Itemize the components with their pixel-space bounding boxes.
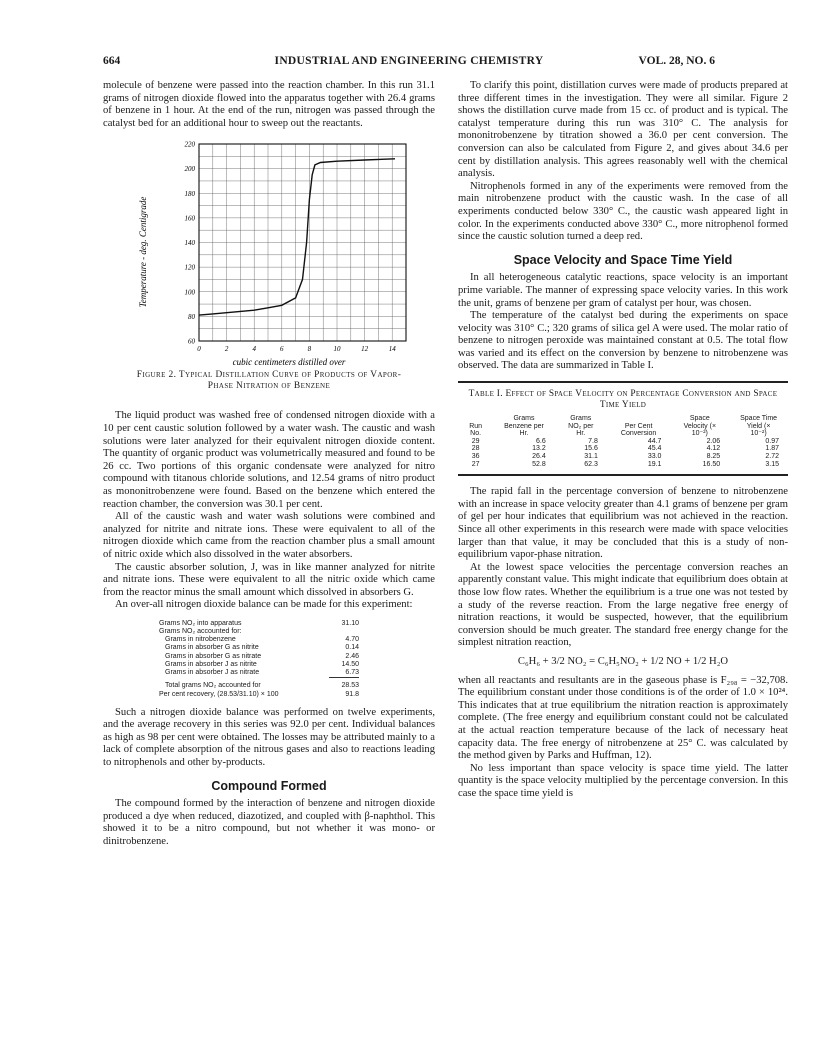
- paragraph: The liquid product was washed free of condensed nitrogen dioxide with a 10 per cent caustic solution followed by a water wash. The caustic and wash solutions were later analyzed for their equivalent nitrogen dioxide content. The quantity of organic product was volumetrically measured and found to be 26 cc. Two portions of this organic condensate were analyzed for nitro compound with titanous chloride solutions, and 12.54 grams of nitro product as mononitrobenzene were found. Based on the benzene which entered the reaction chamber, the conversion was 30.1 per cent.: [103, 410, 435, 510]
- y-tick-label: 140: [184, 239, 195, 248]
- y-tick-label: 220: [184, 140, 195, 149]
- table-row: 29 6.6 7.8 44.7 2.06 0.97: [471, 437, 779, 445]
- paragraph: In all heterogeneous catalytic reactions, space velocity is an important prime variable. The manner of expressing space velocity varies. In this work the unit, grams of benzene per gram of catalyst per hour, was chosen.: [458, 272, 788, 309]
- paragraph: The temperature of the catalyst bed during the experiments on space velocity was 310° C.; 320 grams of silica gel A were used. The molar ratio of benzene to nitrogen peroxide was maintained constant at 0.5. The total flow was varied and its effect on the conversion by benzene to nitrobenzene was observed. The data are summarized in Table I.: [458, 310, 788, 372]
- paragraph: At the lowest space velocities the percentage conversion reaches an apparently constant value. This might indicate that equilibrium does obtain at those low flow rates. Whether the equilibrium is a true one was not tested by a study of the reverse reaction. From the large negative free energy of nitration reactions, it would be suspected, however, that the equilibrium conversion should be much greater. The standard free energy change for the simplest nitration reaction,: [458, 561, 788, 649]
- figure-caption: Figure 2. Typical Distillation Curve of Products of Vapor-Phase Nitration of Benzene: [136, 370, 402, 392]
- paragraph: molecule of benzene were passed into the reaction chamber. In this run 31.1 grams of nitrogen dioxide flowed into the apparatus together with 26.4 grams of benzene in 1 hour. At the end of the run, nitrogen was passed through the catalyst bed for an additional hour to sweep out the reactants.: [103, 80, 435, 129]
- right-column: [458, 80, 788, 800]
- y-axis-label: Temperature - deg. Centigrade: [138, 196, 148, 308]
- table-row: 36 26.4 31.1 33.0 8.25 2.72: [471, 453, 779, 461]
- section-heading: Compound Formed: [211, 778, 327, 793]
- paragraph: The rapid fall in the percentage conversion of benzene to nitrobenzene with an increase in space velocity greater than 4.1 grams of benzene per gram of gel per hour indicates that equilibrium was not achieved in the reaction. Since all other experiments in this research were made with space velocities larger than that value, it may be concluded that this is a study of non-equilibrium vapor-phase nitration.: [458, 486, 788, 561]
- y-tick-label: 160: [184, 214, 195, 223]
- table-title: Table I. Effect of Space Velocity on Percentage Conversion and Space Time Yield: [468, 389, 778, 411]
- x-tick-label: 8: [307, 345, 312, 354]
- paragraph: Nitrophenols formed in any of the experiments were removed from the main nitrobenzene product with the caustic wash. In the case of all experiments conducted below 330° C., the caustic wash appeared light in color. In the experiments conducted above 330° C., more nitrophenol formed since the caustic solution turned a deep red.: [458, 180, 788, 243]
- data-table: [458, 415, 788, 468]
- x-tick-label: 12: [361, 345, 369, 354]
- x-tick-label: 4: [252, 345, 256, 354]
- x-tick-label: 14: [388, 345, 396, 354]
- paragraph: All of the caustic wash and water wash solutions were combined and analyzed for nitrite and nitrate ions. These were equivalent to all of the nitrogen dioxide which came from the reaction chamber plus a small amount of nitric oxide which also dissolved in the water absorbers.: [103, 511, 435, 560]
- section-heading: Space Velocity and Space Time Yield: [513, 252, 733, 267]
- journal-title: INDUSTRIAL AND ENGINEERING CHEMISTRY: [274, 55, 544, 67]
- left-column: [103, 80, 435, 849]
- table-header-row: [458, 415, 788, 438]
- column-header: Per Cent Conversion: [620, 422, 657, 438]
- x-tick-label: 10: [333, 345, 341, 354]
- paragraph: The caustic absorber solution, J, was in like manner analyzed for nitrite and nitrate ions. These were equivalent to all the nitric oxide which came from the reactor minus the small amount which dissolved in absorbers G.: [103, 561, 435, 598]
- running-header: [103, 55, 715, 71]
- balance-row: Grams in absorber G as nitrite 0.14: [165, 644, 359, 652]
- column-header: Grams NO₂ per Hr.: [568, 415, 594, 438]
- x-tick-label: 0: [197, 345, 201, 354]
- figure-2: [103, 136, 435, 392]
- column-header: Space Velocity (× 10⁻²): [683, 415, 717, 438]
- balance-row: Grams in absorber G as nitrate 2.46: [165, 652, 359, 660]
- x-tick-label: 6: [280, 345, 284, 354]
- page-number: 664: [103, 55, 121, 67]
- balance-recovery: Per cent recovery, (28.53/31.10) × 100 91.8: [159, 690, 359, 698]
- balance-row: Grams in nitrobenzene 4.70: [165, 636, 359, 644]
- paragraph: To clarify this point, distillation curves were made of products prepared at three different times in the investigation. They were all similar. Figure 2 shows the distillation curve made from 15 cc. of product and is typical. The catalyst temperature during this run was 310° C. The analysis for mononitrobenzene by titration showed a 36.0 per cent conversion. The conversion can also be calculated from Figure 2, and gives about 34.6 per cent by distillation analysis. This agrees reasonably well with the chemical analysis.: [458, 80, 788, 180]
- paragraph: when all reactants and resultants are in the gaseous phase is F₂₉₈ = −32,708. The equilibrium constant under those conditions is of the order of 1.0 × 10²⁴. This indicates that at true equilibrium the nitration reaction is approximately complete. (The free energy and equilibrium constant could not be calculated at the actual reaction temperature because of the lack of necessary heat capacity data. The free energy of nitrobenzene at 25° C. was calculated by the method given by Parks and Huffman, 12).: [458, 674, 788, 762]
- paragraph: Such a nitrogen dioxide balance was performed on twelve experiments, and the average recovery in this series was 92.0 per cent. Individual balances as high as 98 per cent were obtained. The losses may be attributed mainly to a lack of complete absorption of the nitrous gases and also to reactions leading to nitrophenols and other by-products.: [103, 706, 435, 769]
- x-tick-label: 2: [224, 345, 229, 354]
- column-header: Grams Benzene per Hr.: [504, 415, 544, 438]
- y-tick-label: 60: [188, 337, 195, 346]
- column-header: Run No.: [469, 422, 483, 438]
- paragraph: No less important than space velocity is space time yield. The latter quantity is the space velocity multiplied by the percentage conversion. In this case the space time yield is: [458, 762, 788, 799]
- balance-row: Grams NO₂ into apparatus 31.10: [159, 619, 359, 627]
- table-1: [458, 381, 788, 476]
- column-header: Space Time Yield (× 10⁻²): [740, 415, 778, 438]
- y-tick-label: 100: [184, 288, 195, 297]
- table-row: 28 13.2 15.6 45.4 4.12 1.87: [471, 445, 779, 453]
- x-axis-label: cubic centimeters distilled over: [232, 357, 346, 368]
- equation: C₆H₆ + 3/2 NO₂ = C₆H₅NO₂ + 1/2 NO + 1/2 H₂O: [517, 655, 729, 667]
- balance-row: Grams in absorber J as nitrite 14.50: [165, 660, 359, 668]
- y-tick-label: 180: [184, 190, 195, 199]
- paragraph: An over-all nitrogen dioxide balance can be made for this experiment:: [115, 599, 413, 611]
- balance-row: Grams in absorber J as nitrate 6.73: [165, 669, 359, 677]
- balance-total: Total grams NO₂ accounted for 28.53: [165, 682, 359, 690]
- distillation-curve-chart: [124, 136, 414, 368]
- y-tick-label: 120: [184, 264, 195, 272]
- y-tick-label: 200: [184, 165, 195, 174]
- table-row: 27 52.8 62.3 19.1 16.50 3.15: [471, 460, 779, 468]
- paragraph: The compound formed by the interaction of benzene and nitrogen dioxide produced a dye when reduced, diazotized, and coupled with β-naphthol. This showed it to be a nitro compound, but not whether it was mono- or dinitrobenzene.: [103, 798, 435, 848]
- nitrogen-dioxide-balance: [159, 620, 359, 699]
- volume-number: VOL. 28, NO. 6: [638, 55, 715, 67]
- balance-row: Grams NO₂ accounted for:: [159, 628, 242, 636]
- y-tick-label: 80: [188, 313, 195, 322]
